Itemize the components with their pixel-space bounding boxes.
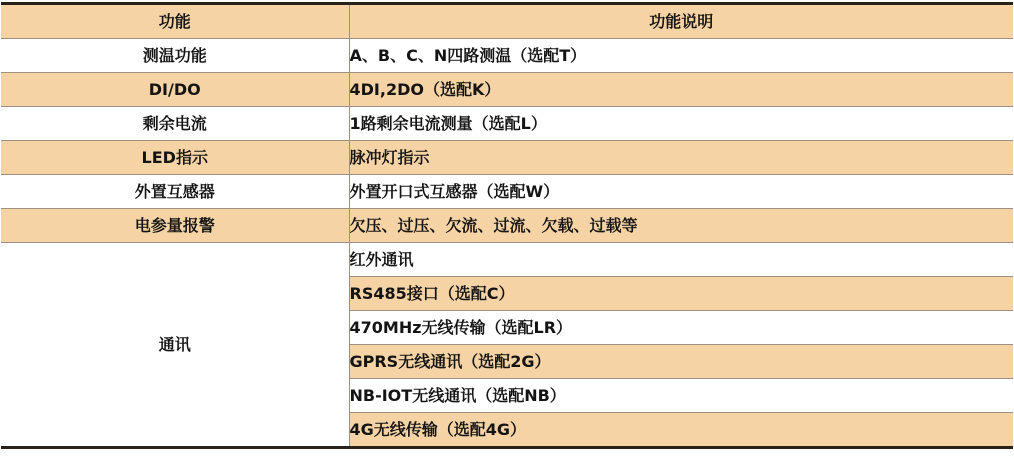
table-row [1, 141, 1013, 175]
header-row [1, 4, 1013, 39]
feature-cell: 测温功能 [1, 39, 349, 73]
table-row [1, 107, 1013, 141]
description-cell: NB-IOT无线通讯（选配NB） [349, 379, 1013, 413]
table-row [1, 73, 1013, 107]
spec-table [1, 2, 1013, 449]
feature-cell: LED指示 [1, 141, 349, 175]
description-cell: 脉冲灯指示 [349, 141, 1013, 175]
feature-cell: 电参量报警 [1, 209, 349, 243]
column-header-description: 功能说明 [349, 4, 1013, 39]
description-cell: 470MHz无线传输（选配LR） [349, 311, 1013, 345]
description-cell: 外置开口式互感器（选配W） [349, 175, 1013, 209]
table-row [1, 243, 1013, 277]
description-cell: A、B、C、N四路测温（选配T） [349, 39, 1013, 73]
description-cell: 欠压、过压、欠流、过流、欠载、过载等 [349, 209, 1013, 243]
table-row [1, 209, 1013, 243]
description-cell: RS485接口（选配C） [349, 277, 1013, 311]
description-cell: 1路剩余电流测量（选配L） [349, 107, 1013, 141]
feature-cell-merged-communication: 通讯 [1, 243, 349, 448]
feature-cell: DI/DO [1, 73, 349, 107]
description-cell: GPRS无线通讯（选配2G） [349, 345, 1013, 379]
column-header-feature: 功能 [1, 4, 349, 39]
feature-cell: 剩余电流 [1, 107, 349, 141]
description-cell: 4DI,2DO（选配K） [349, 73, 1013, 107]
table-row [1, 175, 1013, 209]
description-cell: 红外通讯 [349, 243, 1013, 277]
feature-cell: 外置互感器 [1, 175, 349, 209]
description-cell: 4G无线传输（选配4G） [349, 413, 1013, 448]
table-row [1, 39, 1013, 73]
